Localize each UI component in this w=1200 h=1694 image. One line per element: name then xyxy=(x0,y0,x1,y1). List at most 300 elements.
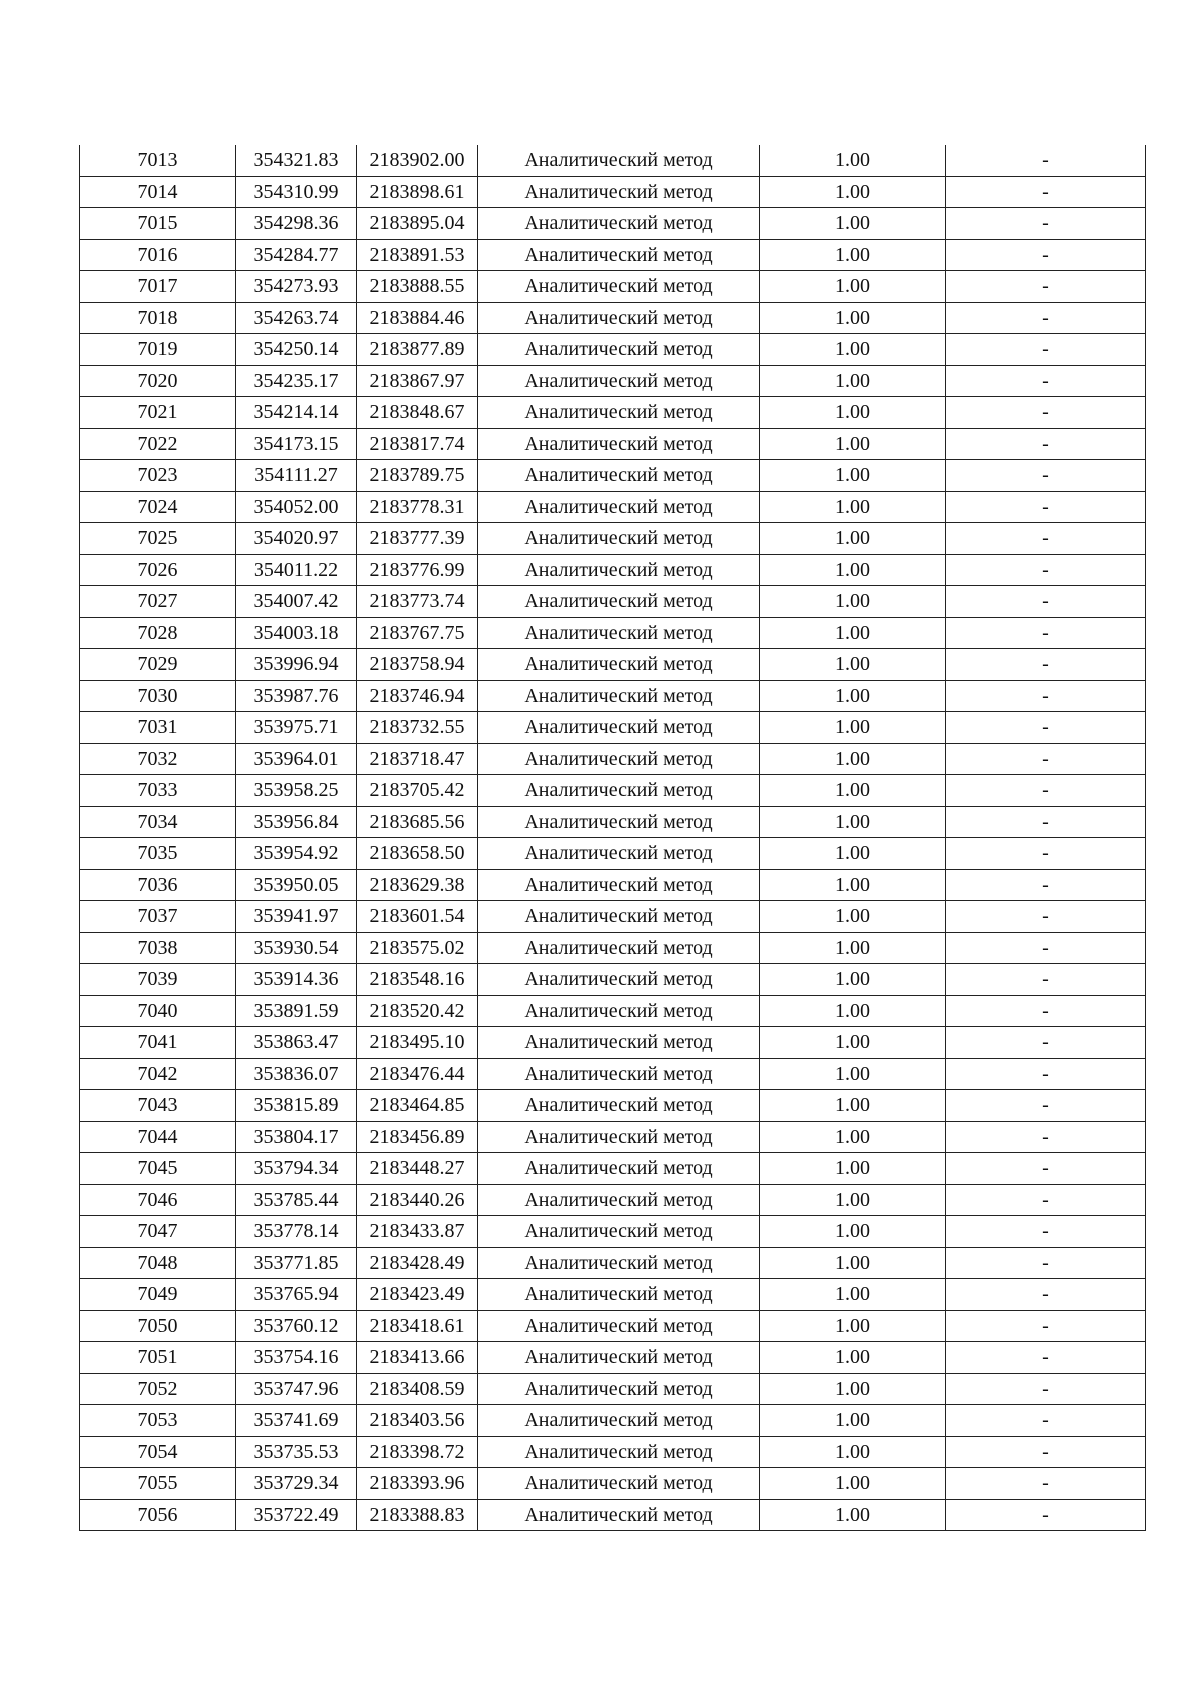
coordinates-table-body xyxy=(80,145,1146,1531)
x-coordinate-cell: 353914.36 xyxy=(236,964,357,996)
accuracy-cell: 1.00 xyxy=(760,302,946,334)
y-coordinate-cell: 2183705.42 xyxy=(357,775,478,807)
point-number-cell: 7034 xyxy=(80,806,236,838)
x-coordinate-cell: 354310.99 xyxy=(236,176,357,208)
x-coordinate-cell: 353941.97 xyxy=(236,901,357,933)
method-cell: Аналитический метод xyxy=(478,239,760,271)
accuracy-cell: 1.00 xyxy=(760,617,946,649)
point-number-cell: 7016 xyxy=(80,239,236,271)
table-row xyxy=(80,523,1146,555)
accuracy-cell: 1.00 xyxy=(760,838,946,870)
point-number-cell: 7018 xyxy=(80,302,236,334)
point-number-cell: 7037 xyxy=(80,901,236,933)
note-cell: - xyxy=(946,176,1146,208)
table-row xyxy=(80,806,1146,838)
x-coordinate-cell: 353785.44 xyxy=(236,1184,357,1216)
x-coordinate-cell: 354321.83 xyxy=(236,145,357,176)
x-coordinate-cell: 353778.14 xyxy=(236,1216,357,1248)
y-coordinate-cell: 2183848.67 xyxy=(357,397,478,429)
y-coordinate-cell: 2183601.54 xyxy=(357,901,478,933)
y-coordinate-cell: 2183398.72 xyxy=(357,1436,478,1468)
point-number-cell: 7040 xyxy=(80,995,236,1027)
accuracy-cell: 1.00 xyxy=(760,1373,946,1405)
method-cell: Аналитический метод xyxy=(478,1405,760,1437)
accuracy-cell: 1.00 xyxy=(760,491,946,523)
method-cell: Аналитический метод xyxy=(478,523,760,555)
y-coordinate-cell: 2183776.99 xyxy=(357,554,478,586)
accuracy-cell: 1.00 xyxy=(760,586,946,618)
accuracy-cell: 1.00 xyxy=(760,1184,946,1216)
note-cell: - xyxy=(946,775,1146,807)
y-coordinate-cell: 2183867.97 xyxy=(357,365,478,397)
accuracy-cell: 1.00 xyxy=(760,365,946,397)
accuracy-cell: 1.00 xyxy=(760,995,946,1027)
point-number-cell: 7031 xyxy=(80,712,236,744)
accuracy-cell: 1.00 xyxy=(760,1310,946,1342)
x-coordinate-cell: 354007.42 xyxy=(236,586,357,618)
table-row xyxy=(80,838,1146,870)
table-row xyxy=(80,1216,1146,1248)
y-coordinate-cell: 2183413.66 xyxy=(357,1342,478,1374)
method-cell: Аналитический метод xyxy=(478,995,760,1027)
table-row xyxy=(80,1184,1146,1216)
accuracy-cell: 1.00 xyxy=(760,239,946,271)
x-coordinate-cell: 354273.93 xyxy=(236,271,357,303)
accuracy-cell: 1.00 xyxy=(760,428,946,460)
note-cell: - xyxy=(946,523,1146,555)
method-cell: Аналитический метод xyxy=(478,428,760,460)
note-cell: - xyxy=(946,901,1146,933)
table-row xyxy=(80,1153,1146,1185)
point-number-cell: 7026 xyxy=(80,554,236,586)
table-row xyxy=(80,743,1146,775)
y-coordinate-cell: 2183746.94 xyxy=(357,680,478,712)
point-number-cell: 7027 xyxy=(80,586,236,618)
table-row xyxy=(80,271,1146,303)
accuracy-cell: 1.00 xyxy=(760,712,946,744)
x-coordinate-cell: 353765.94 xyxy=(236,1279,357,1311)
y-coordinate-cell: 2183778.31 xyxy=(357,491,478,523)
table-row xyxy=(80,365,1146,397)
x-coordinate-cell: 353760.12 xyxy=(236,1310,357,1342)
method-cell: Аналитический метод xyxy=(478,1279,760,1311)
note-cell: - xyxy=(946,460,1146,492)
accuracy-cell: 1.00 xyxy=(760,1468,946,1500)
y-coordinate-cell: 2183767.75 xyxy=(357,617,478,649)
note-cell: - xyxy=(946,743,1146,775)
x-coordinate-cell: 353891.59 xyxy=(236,995,357,1027)
x-coordinate-cell: 353771.85 xyxy=(236,1247,357,1279)
point-number-cell: 7032 xyxy=(80,743,236,775)
table-row xyxy=(80,1027,1146,1059)
accuracy-cell: 1.00 xyxy=(760,1090,946,1122)
x-coordinate-cell: 353754.16 xyxy=(236,1342,357,1374)
method-cell: Аналитический метод xyxy=(478,145,760,176)
y-coordinate-cell: 2183388.83 xyxy=(357,1499,478,1531)
note-cell: - xyxy=(946,302,1146,334)
note-cell: - xyxy=(946,397,1146,429)
y-coordinate-cell: 2183817.74 xyxy=(357,428,478,460)
y-coordinate-cell: 2183789.75 xyxy=(357,460,478,492)
table-row xyxy=(80,995,1146,1027)
x-coordinate-cell: 354298.36 xyxy=(236,208,357,240)
x-coordinate-cell: 354284.77 xyxy=(236,239,357,271)
y-coordinate-cell: 2183440.26 xyxy=(357,1184,478,1216)
point-number-cell: 7046 xyxy=(80,1184,236,1216)
note-cell: - xyxy=(946,1373,1146,1405)
coordinates-table xyxy=(79,145,1146,1531)
note-cell: - xyxy=(946,680,1146,712)
x-coordinate-cell: 354263.74 xyxy=(236,302,357,334)
note-cell: - xyxy=(946,1436,1146,1468)
method-cell: Аналитический метод xyxy=(478,1184,760,1216)
table-row xyxy=(80,680,1146,712)
table-row xyxy=(80,586,1146,618)
accuracy-cell: 1.00 xyxy=(760,775,946,807)
method-cell: Аналитический метод xyxy=(478,680,760,712)
accuracy-cell: 1.00 xyxy=(760,397,946,429)
y-coordinate-cell: 2183902.00 xyxy=(357,145,478,176)
y-coordinate-cell: 2183393.96 xyxy=(357,1468,478,1500)
point-number-cell: 7038 xyxy=(80,932,236,964)
method-cell: Аналитический метод xyxy=(478,1499,760,1531)
point-number-cell: 7048 xyxy=(80,1247,236,1279)
x-coordinate-cell: 353930.54 xyxy=(236,932,357,964)
table-row xyxy=(80,1090,1146,1122)
note-cell: - xyxy=(946,1153,1146,1185)
table-row xyxy=(80,901,1146,933)
x-coordinate-cell: 353956.84 xyxy=(236,806,357,838)
point-number-cell: 7056 xyxy=(80,1499,236,1531)
method-cell: Аналитический метод xyxy=(478,1121,760,1153)
y-coordinate-cell: 2183898.61 xyxy=(357,176,478,208)
x-coordinate-cell: 353794.34 xyxy=(236,1153,357,1185)
accuracy-cell: 1.00 xyxy=(760,1279,946,1311)
method-cell: Аналитический метод xyxy=(478,964,760,996)
table-row xyxy=(80,712,1146,744)
table-row xyxy=(80,1310,1146,1342)
table-row xyxy=(80,1342,1146,1374)
note-cell: - xyxy=(946,1468,1146,1500)
accuracy-cell: 1.00 xyxy=(760,1405,946,1437)
point-number-cell: 7044 xyxy=(80,1121,236,1153)
note-cell: - xyxy=(946,1121,1146,1153)
method-cell: Аналитический метод xyxy=(478,775,760,807)
method-cell: Аналитический метод xyxy=(478,1216,760,1248)
accuracy-cell: 1.00 xyxy=(760,1153,946,1185)
y-coordinate-cell: 2183418.61 xyxy=(357,1310,478,1342)
note-cell: - xyxy=(946,964,1146,996)
table-row xyxy=(80,428,1146,460)
point-number-cell: 7036 xyxy=(80,869,236,901)
accuracy-cell: 1.00 xyxy=(760,869,946,901)
point-number-cell: 7052 xyxy=(80,1373,236,1405)
note-cell: - xyxy=(946,1058,1146,1090)
x-coordinate-cell: 353975.71 xyxy=(236,712,357,744)
note-cell: - xyxy=(946,334,1146,366)
y-coordinate-cell: 2183629.38 xyxy=(357,869,478,901)
accuracy-cell: 1.00 xyxy=(760,901,946,933)
method-cell: Аналитический метод xyxy=(478,712,760,744)
point-number-cell: 7019 xyxy=(80,334,236,366)
accuracy-cell: 1.00 xyxy=(760,806,946,838)
y-coordinate-cell: 2183575.02 xyxy=(357,932,478,964)
point-number-cell: 7024 xyxy=(80,491,236,523)
point-number-cell: 7013 xyxy=(80,145,236,176)
x-coordinate-cell: 354250.14 xyxy=(236,334,357,366)
y-coordinate-cell: 2183718.47 xyxy=(357,743,478,775)
y-coordinate-cell: 2183408.59 xyxy=(357,1373,478,1405)
note-cell: - xyxy=(946,617,1146,649)
accuracy-cell: 1.00 xyxy=(760,334,946,366)
table-row xyxy=(80,617,1146,649)
x-coordinate-cell: 354003.18 xyxy=(236,617,357,649)
note-cell: - xyxy=(946,428,1146,460)
method-cell: Аналитический метод xyxy=(478,617,760,649)
x-coordinate-cell: 353815.89 xyxy=(236,1090,357,1122)
x-coordinate-cell: 354052.00 xyxy=(236,491,357,523)
method-cell: Аналитический метод xyxy=(478,806,760,838)
note-cell: - xyxy=(946,1342,1146,1374)
x-coordinate-cell: 353804.17 xyxy=(236,1121,357,1153)
note-cell: - xyxy=(946,995,1146,1027)
y-coordinate-cell: 2183428.49 xyxy=(357,1247,478,1279)
point-number-cell: 7023 xyxy=(80,460,236,492)
note-cell: - xyxy=(946,271,1146,303)
table-row xyxy=(80,1279,1146,1311)
y-coordinate-cell: 2183884.46 xyxy=(357,302,478,334)
method-cell: Аналитический метод xyxy=(478,901,760,933)
method-cell: Аналитический метод xyxy=(478,1247,760,1279)
x-coordinate-cell: 354011.22 xyxy=(236,554,357,586)
method-cell: Аналитический метод xyxy=(478,271,760,303)
accuracy-cell: 1.00 xyxy=(760,1058,946,1090)
note-cell: - xyxy=(946,239,1146,271)
note-cell: - xyxy=(946,869,1146,901)
x-coordinate-cell: 353836.07 xyxy=(236,1058,357,1090)
point-number-cell: 7045 xyxy=(80,1153,236,1185)
note-cell: - xyxy=(946,586,1146,618)
point-number-cell: 7055 xyxy=(80,1468,236,1500)
note-cell: - xyxy=(946,932,1146,964)
table-row xyxy=(80,932,1146,964)
table-row xyxy=(80,1121,1146,1153)
method-cell: Аналитический метод xyxy=(478,460,760,492)
note-cell: - xyxy=(946,491,1146,523)
table-row xyxy=(80,1436,1146,1468)
x-coordinate-cell: 354020.97 xyxy=(236,523,357,555)
x-coordinate-cell: 353863.47 xyxy=(236,1027,357,1059)
x-coordinate-cell: 353735.53 xyxy=(236,1436,357,1468)
accuracy-cell: 1.00 xyxy=(760,208,946,240)
x-coordinate-cell: 353729.34 xyxy=(236,1468,357,1500)
table-row xyxy=(80,869,1146,901)
y-coordinate-cell: 2183658.50 xyxy=(357,838,478,870)
method-cell: Аналитический метод xyxy=(478,1310,760,1342)
x-coordinate-cell: 354214.14 xyxy=(236,397,357,429)
table-row xyxy=(80,334,1146,366)
table-row xyxy=(80,1247,1146,1279)
point-number-cell: 7030 xyxy=(80,680,236,712)
method-cell: Аналитический метод xyxy=(478,1090,760,1122)
note-cell: - xyxy=(946,649,1146,681)
y-coordinate-cell: 2183433.87 xyxy=(357,1216,478,1248)
note-cell: - xyxy=(946,1090,1146,1122)
accuracy-cell: 1.00 xyxy=(760,1342,946,1374)
accuracy-cell: 1.00 xyxy=(760,1499,946,1531)
x-coordinate-cell: 353722.49 xyxy=(236,1499,357,1531)
method-cell: Аналитический метод xyxy=(478,397,760,429)
point-number-cell: 7015 xyxy=(80,208,236,240)
note-cell: - xyxy=(946,1027,1146,1059)
note-cell: - xyxy=(946,712,1146,744)
y-coordinate-cell: 2183548.16 xyxy=(357,964,478,996)
method-cell: Аналитический метод xyxy=(478,334,760,366)
table-row xyxy=(80,145,1146,176)
method-cell: Аналитический метод xyxy=(478,1153,760,1185)
table-row xyxy=(80,176,1146,208)
x-coordinate-cell: 353741.69 xyxy=(236,1405,357,1437)
point-number-cell: 7033 xyxy=(80,775,236,807)
note-cell: - xyxy=(946,1184,1146,1216)
note-cell: - xyxy=(946,1499,1146,1531)
y-coordinate-cell: 2183877.89 xyxy=(357,334,478,366)
table-row xyxy=(80,649,1146,681)
method-cell: Аналитический метод xyxy=(478,1342,760,1374)
point-number-cell: 7049 xyxy=(80,1279,236,1311)
y-coordinate-cell: 2183732.55 xyxy=(357,712,478,744)
table-row xyxy=(80,964,1146,996)
table-row xyxy=(80,554,1146,586)
method-cell: Аналитический метод xyxy=(478,932,760,964)
point-number-cell: 7017 xyxy=(80,271,236,303)
point-number-cell: 7029 xyxy=(80,649,236,681)
y-coordinate-cell: 2183773.74 xyxy=(357,586,478,618)
x-coordinate-cell: 353987.76 xyxy=(236,680,357,712)
y-coordinate-cell: 2183520.42 xyxy=(357,995,478,1027)
note-cell: - xyxy=(946,365,1146,397)
method-cell: Аналитический метод xyxy=(478,176,760,208)
method-cell: Аналитический метод xyxy=(478,1373,760,1405)
x-coordinate-cell: 354235.17 xyxy=(236,365,357,397)
accuracy-cell: 1.00 xyxy=(760,176,946,208)
x-coordinate-cell: 353950.05 xyxy=(236,869,357,901)
point-number-cell: 7043 xyxy=(80,1090,236,1122)
x-coordinate-cell: 353996.94 xyxy=(236,649,357,681)
y-coordinate-cell: 2183403.56 xyxy=(357,1405,478,1437)
accuracy-cell: 1.00 xyxy=(760,460,946,492)
table-row xyxy=(80,491,1146,523)
table-row xyxy=(80,1405,1146,1437)
accuracy-cell: 1.00 xyxy=(760,932,946,964)
table-row xyxy=(80,1373,1146,1405)
accuracy-cell: 1.00 xyxy=(760,1247,946,1279)
note-cell: - xyxy=(946,806,1146,838)
accuracy-cell: 1.00 xyxy=(760,145,946,176)
accuracy-cell: 1.00 xyxy=(760,271,946,303)
point-number-cell: 7039 xyxy=(80,964,236,996)
method-cell: Аналитический метод xyxy=(478,365,760,397)
method-cell: Аналитический метод xyxy=(478,743,760,775)
table-row xyxy=(80,775,1146,807)
accuracy-cell: 1.00 xyxy=(760,1027,946,1059)
y-coordinate-cell: 2183758.94 xyxy=(357,649,478,681)
accuracy-cell: 1.00 xyxy=(760,743,946,775)
y-coordinate-cell: 2183888.55 xyxy=(357,271,478,303)
y-coordinate-cell: 2183685.56 xyxy=(357,806,478,838)
y-coordinate-cell: 2183464.85 xyxy=(357,1090,478,1122)
note-cell: - xyxy=(946,1405,1146,1437)
point-number-cell: 7028 xyxy=(80,617,236,649)
y-coordinate-cell: 2183448.27 xyxy=(357,1153,478,1185)
note-cell: - xyxy=(946,145,1146,176)
x-coordinate-cell: 353747.96 xyxy=(236,1373,357,1405)
note-cell: - xyxy=(946,1310,1146,1342)
point-number-cell: 7047 xyxy=(80,1216,236,1248)
x-coordinate-cell: 353964.01 xyxy=(236,743,357,775)
x-coordinate-cell: 353958.25 xyxy=(236,775,357,807)
y-coordinate-cell: 2183476.44 xyxy=(357,1058,478,1090)
x-coordinate-cell: 354173.15 xyxy=(236,428,357,460)
point-number-cell: 7025 xyxy=(80,523,236,555)
accuracy-cell: 1.00 xyxy=(760,649,946,681)
method-cell: Аналитический метод xyxy=(478,208,760,240)
accuracy-cell: 1.00 xyxy=(760,680,946,712)
point-number-cell: 7041 xyxy=(80,1027,236,1059)
note-cell: - xyxy=(946,1247,1146,1279)
x-coordinate-cell: 354111.27 xyxy=(236,460,357,492)
accuracy-cell: 1.00 xyxy=(760,1216,946,1248)
point-number-cell: 7022 xyxy=(80,428,236,460)
accuracy-cell: 1.00 xyxy=(760,1121,946,1153)
method-cell: Аналитический метод xyxy=(478,649,760,681)
method-cell: Аналитический метод xyxy=(478,1436,760,1468)
method-cell: Аналитический метод xyxy=(478,869,760,901)
y-coordinate-cell: 2183423.49 xyxy=(357,1279,478,1311)
method-cell: Аналитический метод xyxy=(478,554,760,586)
point-number-cell: 7014 xyxy=(80,176,236,208)
point-number-cell: 7053 xyxy=(80,1405,236,1437)
method-cell: Аналитический метод xyxy=(478,302,760,334)
note-cell: - xyxy=(946,1279,1146,1311)
y-coordinate-cell: 2183777.39 xyxy=(357,523,478,555)
table-row xyxy=(80,460,1146,492)
note-cell: - xyxy=(946,1216,1146,1248)
table-row xyxy=(80,1468,1146,1500)
table-row xyxy=(80,1058,1146,1090)
table-row xyxy=(80,397,1146,429)
table-row xyxy=(80,1499,1146,1531)
y-coordinate-cell: 2183495.10 xyxy=(357,1027,478,1059)
point-number-cell: 7042 xyxy=(80,1058,236,1090)
point-number-cell: 7035 xyxy=(80,838,236,870)
method-cell: Аналитический метод xyxy=(478,838,760,870)
point-number-cell: 7021 xyxy=(80,397,236,429)
table-row xyxy=(80,239,1146,271)
accuracy-cell: 1.00 xyxy=(760,523,946,555)
accuracy-cell: 1.00 xyxy=(760,964,946,996)
note-cell: - xyxy=(946,208,1146,240)
method-cell: Аналитический метод xyxy=(478,586,760,618)
y-coordinate-cell: 2183895.04 xyxy=(357,208,478,240)
note-cell: - xyxy=(946,554,1146,586)
point-number-cell: 7020 xyxy=(80,365,236,397)
method-cell: Аналитический метод xyxy=(478,1468,760,1500)
y-coordinate-cell: 2183456.89 xyxy=(357,1121,478,1153)
x-coordinate-cell: 353954.92 xyxy=(236,838,357,870)
accuracy-cell: 1.00 xyxy=(760,1436,946,1468)
y-coordinate-cell: 2183891.53 xyxy=(357,239,478,271)
